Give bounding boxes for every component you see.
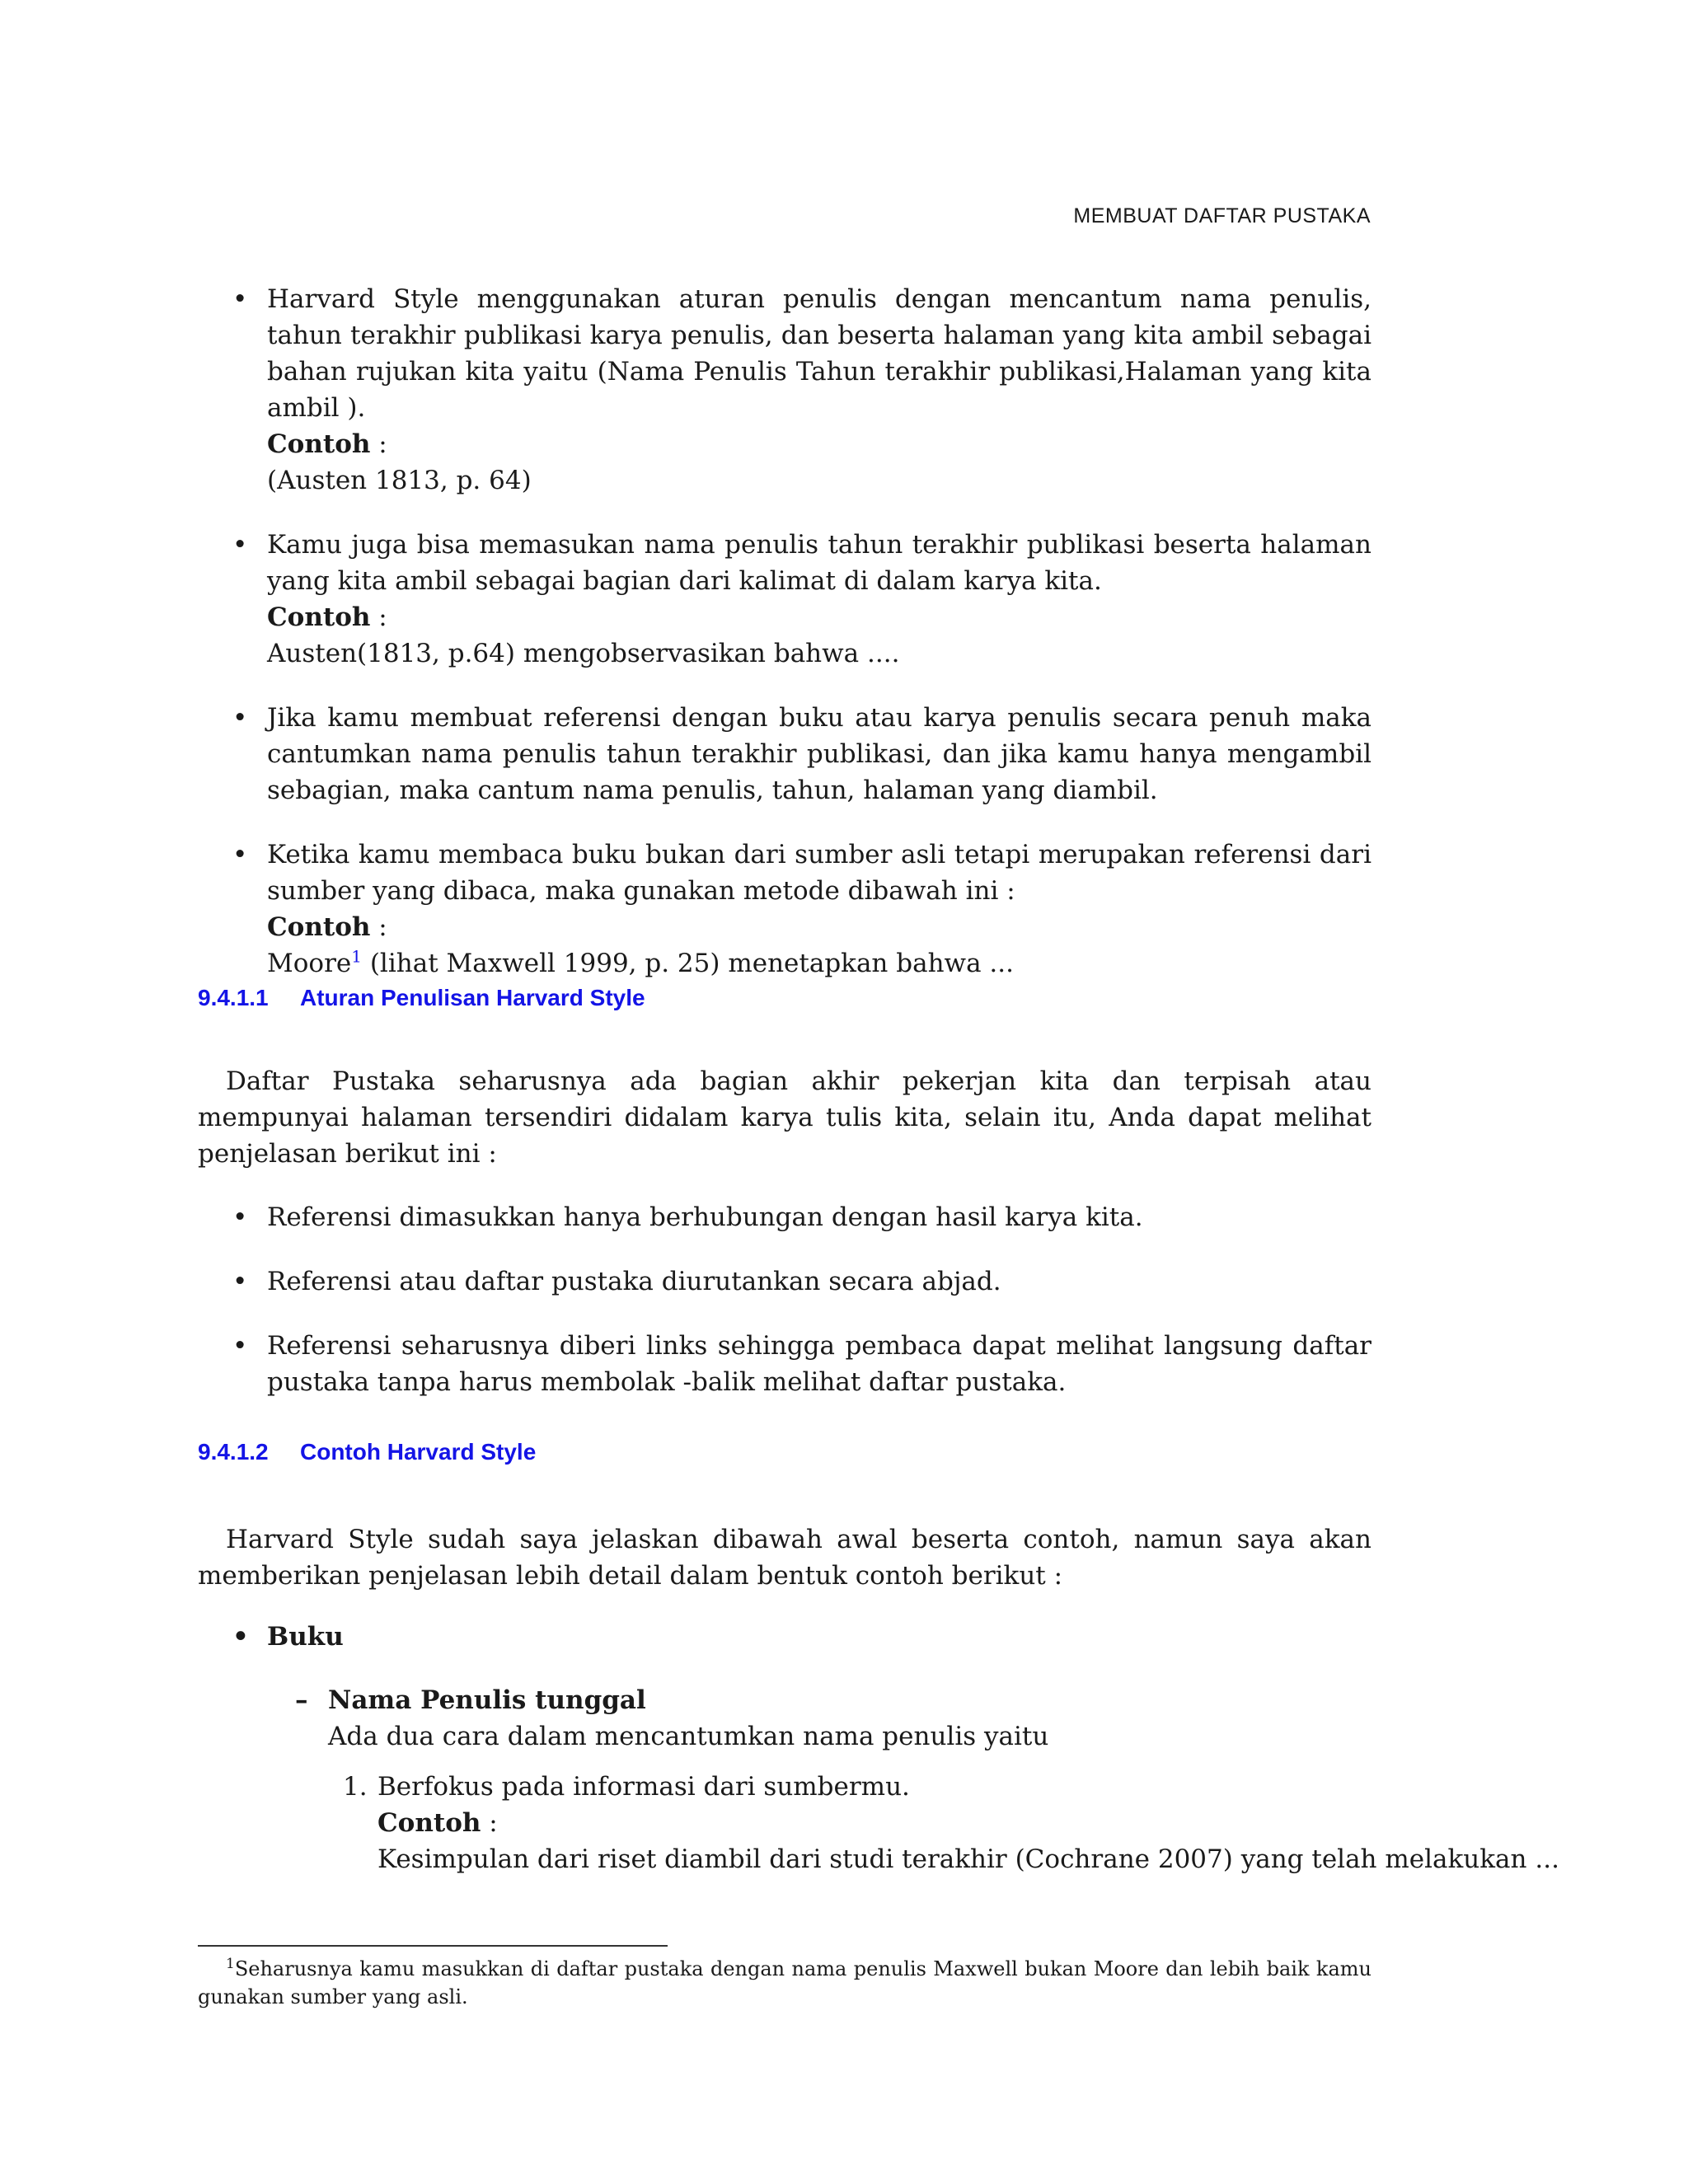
contoh-bullet-list xyxy=(198,1619,1372,1655)
list-item: • Referensi dimasukkan hanya berhubungan dengan hasil karya kita. xyxy=(198,1199,1372,1235)
example-text: (Austen 1813, p. 64) xyxy=(267,466,532,495)
contoh-label: Contoh xyxy=(267,912,371,942)
list-item: • Kamu juga bisa memasukan nama penulis tahun terakhir publikasi beserta halaman yang kita ambil sebagai bagian dari kalimat di dalam karya kita. Contoh : Austen(1813, p.64) mengobservasikan bahwa .... xyxy=(198,527,1372,672)
example-author: Moore xyxy=(267,949,352,978)
section-title: Aturan Penulisan Harvard Style xyxy=(300,985,645,1010)
aturan-bullet-list xyxy=(198,1199,1372,1400)
section-number: 9.4.1.1 xyxy=(198,985,269,1010)
contoh-label: Contoh xyxy=(267,602,371,632)
footnote-ref-link[interactable]: 1 xyxy=(351,946,362,967)
example-text: Kesimpulan dari riset diambil dari studi terakhir (Cochrane 2007) yang telah melakukan ... xyxy=(377,1844,1559,1874)
list-item-buku: • Buku xyxy=(198,1619,1372,1655)
example-text: Austen(1813, p.64) mengobservasikan bahwa .... xyxy=(267,639,900,668)
running-header: MEMBUAT DAFTAR PUSTAKA xyxy=(1073,204,1371,227)
numbered-item: 1. Berfokus pada informasi dari sumbermu. Contoh : Kesimpulan dari riset diambil dari studi terakhir (Cochrane 2007) yang telah melakukan ... xyxy=(198,1769,1639,1877)
list-item: • Ketika kamu membaca buku bukan dari sumber asli tetapi merupakan referensi dari sumber yang dibaca, maka gunakan metode dibawah ini : Contoh : Moore$^1$ (lihat Maxwell 1999, p. 25) menetapkan bahwa ... xyxy=(198,837,1372,982)
list-marker: 1. xyxy=(343,1772,368,1802)
section-number: 9.4.1.2 xyxy=(198,1439,269,1465)
list-item xyxy=(198,700,1372,808)
dash-list-item: – Nama Penulis tunggal Ada dua cara dalam mencantumkan nama penulis yaitu xyxy=(295,1685,1049,1751)
bullet-text: Ketika kamu membaca buku bukan dari sumber asli tetapi merupakan referensi dari sumber yang dibaca, maka gunakan metode dibawah ini : xyxy=(267,840,1372,906)
footnote-marker: 1 xyxy=(226,1956,235,1972)
section-title: Contoh Harvard Style xyxy=(300,1439,537,1465)
dash-text: Ada dua cara dalam mencantumkan nama penulis yaitu xyxy=(328,1722,1049,1751)
example-text: (lihat Maxwell 1999, p. 25) menetapkan bahwa ... xyxy=(361,949,1014,978)
numbered-list xyxy=(198,1769,1559,1877)
bullet-text: Kamu juga bisa memasukan nama penulis tahun terakhir publikasi beserta halaman yang kita ambil sebagai bagian dari kalimat di dalam karya kita. xyxy=(267,530,1372,596)
list-item: • Harvard Style menggunakan aturan penulis dengan mencantum nama penulis, tahun terakhir publikasi karya penulis, dan beserta halaman yang kita ambil sebagai bahan rujukan kita yaitu (Nama Penulis Tahun terakhir publikasi,Halaman yang kita ambil ). Contoh : (Austen 1813, p. 64) xyxy=(198,281,1372,499)
numbered-text: Berfokus pada informasi dari sumbermu. xyxy=(377,1772,910,1802)
dash-item-nama-penulis xyxy=(198,1682,1372,1755)
list-item: • Referensi atau daftar pustaka diurutankan secara abjad. xyxy=(198,1263,1372,1300)
contoh-label: Contoh xyxy=(267,429,371,459)
footnote xyxy=(198,1950,1372,2011)
footnote-rule xyxy=(198,1945,668,1947)
top-bullet-list xyxy=(198,281,1372,982)
contoh-label: Contoh xyxy=(377,1808,481,1838)
list-item: • Referensi seharusnya diberi links sehingga pembaca dapat melihat langsung daftar pustaka tanpa harus membolak -balik melihat daftar pustaka. xyxy=(198,1328,1372,1400)
bullet-text: Harvard Style menggunakan aturan penulis dengan mencantum nama penulis, tahun terakhir publikasi karya penulis, dan beserta halaman yang kita ambil sebagai bahan rujukan kita yaitu (Nama Penulis Tahun terakhir publikasi,Halaman yang kita ambil ). xyxy=(267,284,1372,423)
bullet-text: Jika kamu membuat referensi dengan buku atau karya penulis secara penuh maka cantumkan nama penulis tahun terakhir publikasi, dan jika kamu hanya mengambil sebagian, maka cantum nama penulis, tahun, halaman yang diambil. xyxy=(267,703,1372,805)
section-heading-contoh xyxy=(198,1439,536,1465)
section-heading-aturan xyxy=(198,985,645,1011)
footnote-text: Seharusnya kamu masukkan di daftar pustaka dengan nama penulis Maxwell bukan Moore dan lebih baik kamu gunakan sumber yang asli. xyxy=(198,1957,1372,2008)
dash-title: Nama Penulis tunggal xyxy=(328,1685,646,1715)
paragraph-aturan: Daftar Pustaka seharusnya ada bagian akhir pekerjan kita dan terpisah atau mempunyai halaman tersendiri didalam karya tulis kita, selain itu, Anda dapat melihat penjelasan berikut ini : xyxy=(198,1066,1372,1169)
paragraph-contoh: Harvard Style sudah saya jelaskan dibawah awal beserta contoh, namun saya akan memberikan penjelasan lebih detail dalam bentuk contoh berikut : xyxy=(198,1525,1372,1591)
